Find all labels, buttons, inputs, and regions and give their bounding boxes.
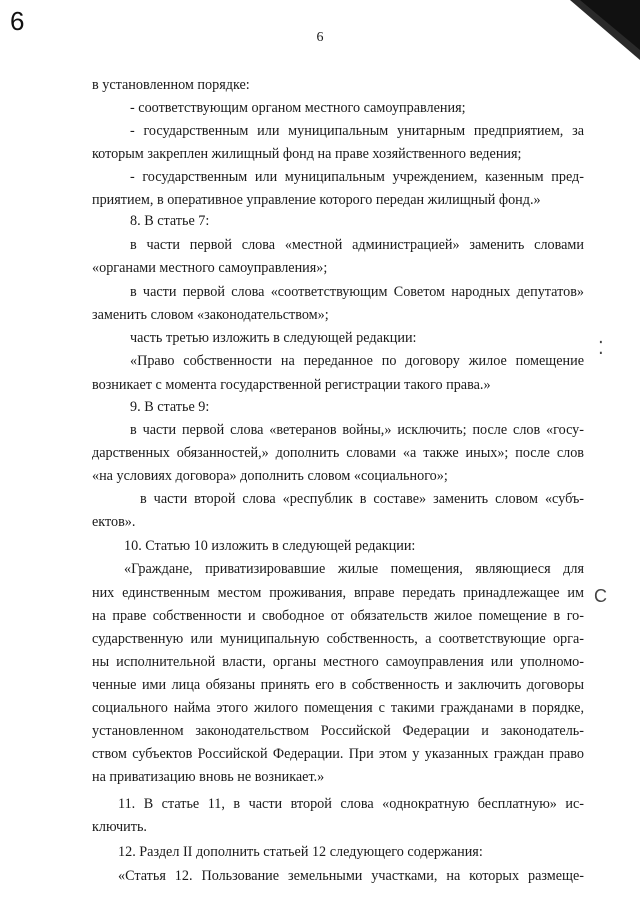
text-line: 12. Раздел II дополнить статьей 12 следующего содержания: [118, 844, 483, 860]
text-line: возникает с момента государственной регистрации такого права.» [92, 377, 491, 393]
text-line: 8. В статье 7: [130, 213, 210, 229]
text-line: 10. Статью 10 изложить в следующей редакции: [124, 538, 416, 554]
text-line: - государственным или муниципальным унитарным предприятием, за [130, 123, 584, 139]
text-line: в установленном порядке: [92, 77, 250, 93]
text-line: в части первой слова «соответствующим Советом народных депутатов» [130, 284, 584, 300]
text-line: установленном законодательством Российской Федерации и законодатель- [92, 723, 584, 739]
text-line: «Право собственности на переданное по договору жилое помещение [130, 353, 584, 369]
text-line: «на условиях договора» дополнить словом «социального»; [92, 468, 448, 484]
text-line: которым закреплен жилищный фонд на праве хозяйственного ведения; [92, 146, 522, 162]
text-line: ны исполнительной власти, органы местного самоуправления или уполномо- [92, 654, 584, 670]
text-line: на приватизацию вновь не возникает.» [92, 769, 325, 785]
text-line: на праве собственности и свободное от обязательств жилое помещение в го- [92, 608, 584, 624]
text-line: них единственным местом проживания, вправе передать принадлежащее им [92, 585, 584, 601]
text-line: ектов». [92, 514, 136, 530]
scan-edge-artifact: C [594, 586, 607, 606]
text-line: - государственным или муниципальным учреждением, казенным пред- [130, 169, 584, 185]
text-line: ченные ими лица обязаны принять его в собственность и заключить договоры [92, 677, 584, 693]
text-line: «Граждане, приватизировавшие жилые помещения, являющиеся для [124, 561, 584, 577]
text-line: в части второй слова «республик в составе» заменить словом «субъ- [140, 491, 584, 507]
text-line: ключить. [92, 819, 147, 835]
handwritten-page-mark: 6 [10, 6, 25, 36]
text-line: в части первой слова «местной администрацией» заменить словами [130, 237, 584, 253]
text-line: - соответствующим органом местного самоуправления; [130, 100, 466, 116]
text-line: «органами местного самоуправления»; [92, 260, 328, 276]
text-line: социального найма этого жилого помещения с такими гражданами в порядке, [92, 700, 584, 716]
text-line: приятием, в оперативное управление которого передан жилищный фонд.» [92, 192, 541, 208]
text-line: ством субъектов Российской Федерации. При этом у указанных граждан право [92, 746, 584, 762]
text-line: «Статья 12. Пользование земельными участками, на которых размеще- [118, 868, 584, 884]
text-line: 9. В статье 9: [130, 399, 210, 415]
text-line: заменить словом «законодательством»; [92, 307, 329, 323]
text-line: 11. В статье 11, в части второй слова «однократную бесплатную» ис- [118, 796, 584, 812]
text-line: часть третью изложить в следующей редакции: [130, 330, 417, 346]
scan-edge-artifact: ⁚ [598, 338, 604, 358]
text-line: дарственных обязанностей,» дополнить словами «а также иных»; после слов [92, 445, 584, 461]
scan-corner-artifact [570, 0, 640, 60]
text-line: сударственную или муниципальную собственность, а соответствующие орга- [92, 631, 584, 647]
page-number: 6 [316, 30, 324, 45]
text-line: в части первой слова «ветеранов войны,» исключить; после слов «госу- [130, 422, 584, 438]
